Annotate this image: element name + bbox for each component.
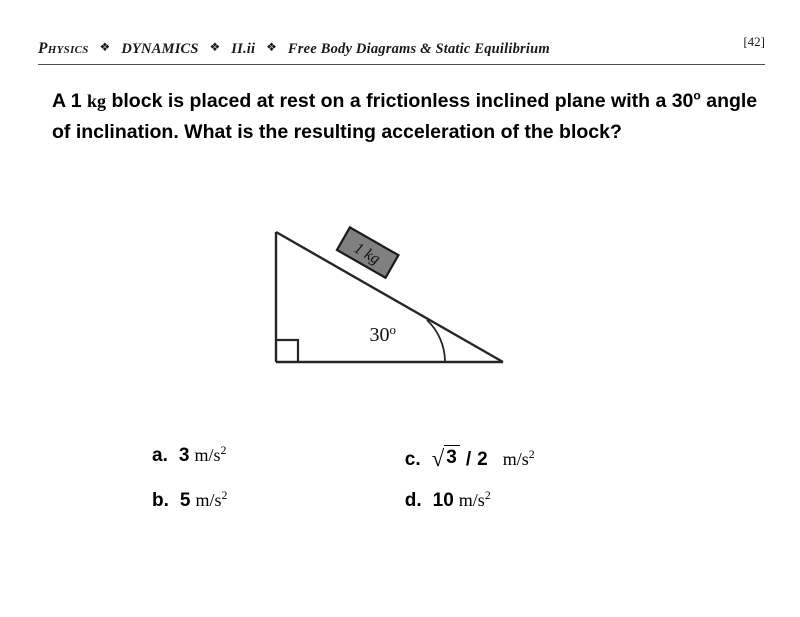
question-line2: angle of inclination. What is the resulting acceleration of the block?	[52, 90, 758, 143]
answer-letter: d.	[404, 490, 422, 511]
angle-label	[370, 322, 397, 346]
answer-letter: a.	[152, 445, 168, 466]
answer-unit-exponent: 2	[484, 488, 491, 503]
radicand-value: 3	[444, 445, 460, 469]
breadcrumb-separator-icon: ❖	[99, 40, 111, 54]
degree-symbol: o	[693, 88, 701, 103]
inclined-plane-diagram	[250, 210, 540, 390]
breadcrumb-separator-icon: ❖	[209, 40, 221, 54]
answer-unit-exponent: 2	[220, 443, 227, 458]
answer-fraction-separator: /	[465, 449, 472, 470]
answer-row	[152, 490, 592, 535]
angle-label-degree: o	[389, 322, 396, 337]
answer-option-c[interactable]	[405, 445, 592, 471]
answer-letter: b.	[152, 490, 169, 511]
answer-unit: $m/s^2$	[195, 488, 228, 510]
block-on-incline	[337, 227, 399, 277]
answer-radical-expression	[432, 445, 460, 471]
answer-unit: $m/s^2$	[458, 488, 491, 510]
answer-option-b[interactable]	[152, 490, 405, 512]
question-mass-unit: kg	[87, 91, 107, 111]
answer-unit: $m/s^2$	[194, 443, 227, 465]
right-angle-marker	[276, 340, 298, 362]
question-line1-prefix: A 1	[52, 90, 88, 112]
breadcrumb-item-unit: DYNAMICS	[121, 41, 199, 57]
answer-denominator: 2	[477, 449, 488, 470]
angle-label-value: 30	[369, 324, 390, 346]
block-label: 1 kg	[350, 239, 383, 268]
breadcrumb-item-subject: Physics	[38, 40, 89, 57]
answer-value: 3	[178, 445, 190, 466]
answer-unit-exponent: 2	[221, 488, 228, 503]
answer-row	[152, 445, 592, 490]
question-text	[52, 86, 758, 148]
answer-value: 5	[179, 490, 191, 511]
answer-unit-exponent: 2	[528, 447, 535, 462]
answer-unit: $m/s^2$	[502, 447, 535, 469]
answer-letter: c.	[404, 449, 421, 470]
header-divider	[38, 64, 765, 65]
question-line1-body: block is placed at rest on a frictionless inclined plane with a 30	[106, 90, 694, 112]
page-number: [42]	[743, 34, 765, 49]
breadcrumb-item-topic: Free Body Diagrams & Static Equilibrium	[287, 41, 550, 57]
answer-option-a[interactable]	[152, 445, 405, 467]
answer-option-d[interactable]	[405, 490, 592, 512]
answer-value: 10	[432, 490, 454, 511]
radical-icon: √	[431, 446, 445, 471]
breadcrumb-item-section: II.ii	[231, 41, 256, 57]
answer-choices	[152, 445, 592, 535]
slide-header	[38, 34, 765, 62]
breadcrumb-separator-icon: ❖	[266, 40, 278, 54]
breadcrumb	[38, 40, 550, 58]
